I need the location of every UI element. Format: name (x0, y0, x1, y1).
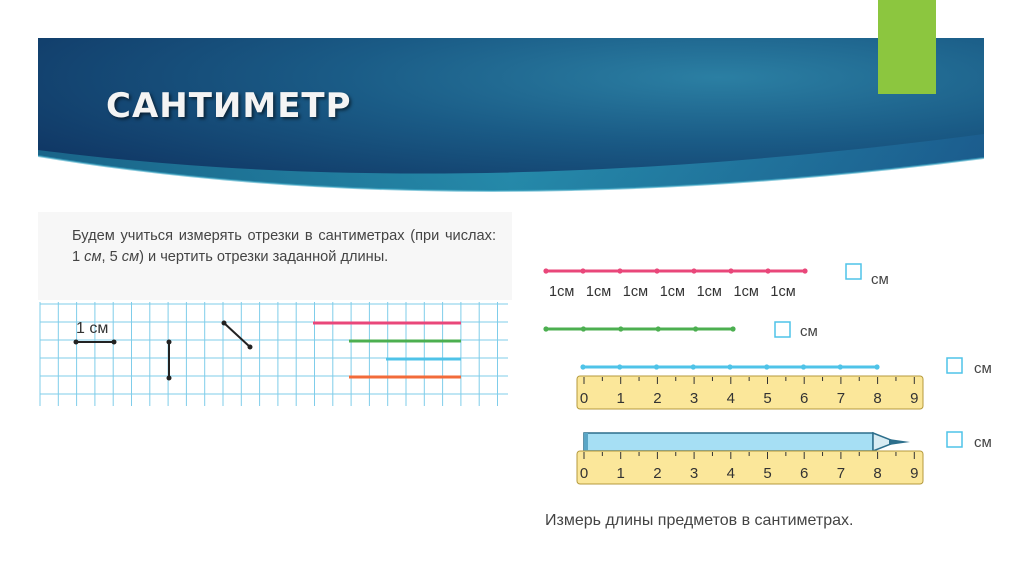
cm-label-row (549, 284, 796, 300)
cm-mark (764, 364, 769, 369)
cm-label: 1см (696, 284, 722, 300)
ruler-number: 3 (689, 465, 699, 482)
cm-label: 1см (622, 284, 649, 300)
ruler-number: 4 (726, 390, 735, 407)
cm-mark (728, 268, 733, 273)
ruler-number: 0 (579, 390, 589, 407)
right-exercise-panel (513, 212, 1011, 558)
ruler-number: 6 (800, 390, 809, 407)
pencil (584, 433, 910, 451)
answer-box-3[interactable] (947, 358, 962, 373)
cm-mark (691, 268, 696, 273)
ruler-number: 9 (910, 390, 919, 407)
blue-measured-segment (580, 364, 879, 369)
left-exercise-text (72, 226, 496, 268)
segment-label-1cm: 1 см (76, 320, 109, 337)
cm-mark (691, 364, 696, 369)
cm-mark (765, 268, 770, 273)
ruler-number: 5 (763, 465, 772, 482)
cm-mark (656, 326, 661, 331)
cm-mark (543, 326, 548, 331)
measuring-exercise (513, 212, 1011, 558)
task-text-2: , 5 (101, 249, 122, 265)
cm-mark (802, 268, 807, 273)
ruler-number: 9 (910, 465, 919, 482)
cm-label: 1см (770, 284, 796, 300)
ruler-bottom (577, 451, 923, 484)
unit-label-2: см (800, 323, 818, 340)
ruler-number: 2 (653, 465, 662, 482)
cm-mark (838, 364, 843, 369)
ruler-number: 7 (836, 390, 846, 407)
cm-mark (617, 268, 622, 273)
cm-label: 1см (659, 284, 685, 300)
answer-box-2[interactable] (775, 322, 790, 337)
cm-mark (654, 364, 659, 369)
task-text-3: ) и чертить отрезки заданной длины. (139, 249, 389, 265)
ruler-number: 7 (836, 465, 846, 482)
cm-mark (580, 268, 585, 273)
green-measured-segment (543, 326, 735, 331)
ruler-number: 8 (873, 390, 882, 407)
green-accent-bar (878, 0, 936, 94)
unit-italic-1: см (84, 249, 102, 265)
ruler-top (577, 376, 923, 409)
cm-mark (730, 326, 735, 331)
cm-mark (654, 268, 659, 273)
unit-label-3: см (974, 360, 992, 377)
ruler-number: 4 (726, 465, 735, 482)
cm-label: 1см (733, 284, 759, 300)
left-exercise-panel (38, 212, 512, 410)
cm-label: 1см (549, 284, 575, 300)
exercise-caption: Измерь длины предметов в сантиметрах. (545, 512, 854, 529)
cm-label: 1см (585, 284, 612, 300)
cm-mark (580, 364, 585, 369)
cm-mark (801, 364, 806, 369)
grid-paper (38, 300, 512, 410)
ruler-number: 1 (616, 465, 625, 482)
cm-mark (618, 326, 623, 331)
unit-italic-2: см (121, 249, 140, 265)
task-text-1: Будем учиться измерять отрезки в сантиметрах (при числах: 1 (72, 228, 496, 265)
ruler-number: 2 (653, 390, 662, 407)
answer-box-4[interactable] (947, 432, 962, 447)
slide-title: САНТИМЕТР (106, 86, 352, 126)
ruler-number: 6 (800, 465, 809, 482)
cm-mark (617, 364, 622, 369)
cm-mark (874, 364, 879, 369)
unit-label-1: см (871, 271, 889, 288)
cm-mark (693, 326, 698, 331)
answer-box-1[interactable] (846, 264, 861, 279)
ruler-number: 0 (579, 465, 589, 482)
ruler-number: 3 (689, 390, 699, 407)
ruler-number: 8 (873, 465, 882, 482)
ruler-number: 5 (763, 390, 772, 407)
ruler-number: 1 (616, 390, 625, 407)
pink-measured-segment (543, 268, 807, 273)
cm-mark (543, 268, 548, 273)
cm-mark (581, 326, 586, 331)
cm-mark (727, 364, 732, 369)
unit-label-4: см (974, 434, 992, 451)
